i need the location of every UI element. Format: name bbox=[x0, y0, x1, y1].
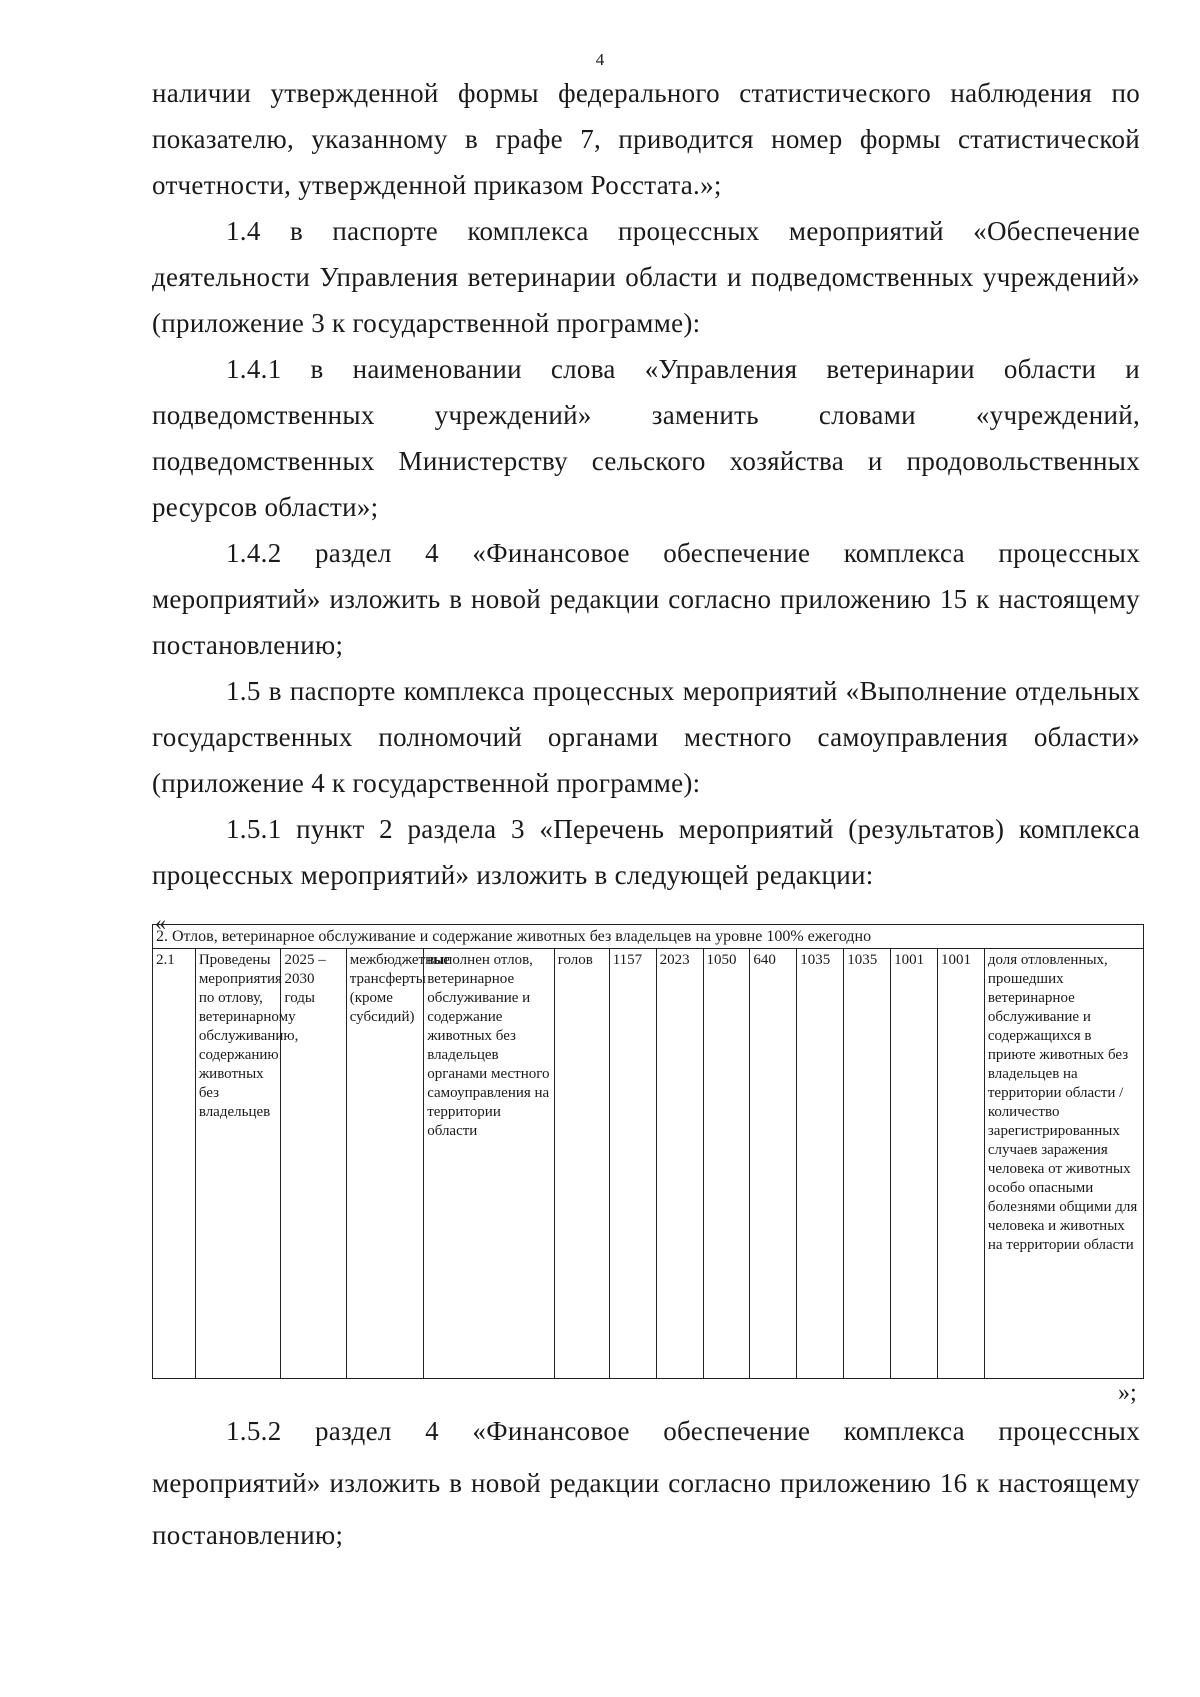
quote-open-mark: « bbox=[155, 910, 166, 935]
paragraph-1-4-1: 1.4.1 в наименовании слова «Управления ветеринарии области и подведомственных учреждений» заменить словами «учреждений, подведомственных Министерству сельского хозяйства и продовольственных ресурсов области»; bbox=[152, 354, 1140, 522]
paragraph-1-4-2: 1.4.2 раздел 4 «Финансовое обеспечение комплекса процессных мероприятий» изложить в новой редакции согласно приложению 15 к настоящему постановлению; bbox=[152, 538, 1140, 660]
measures-table bbox=[152, 924, 1144, 1379]
paragraph-1-5-2: 1.5.2 раздел 4 «Финансовое обеспечение комплекса процессных мероприятий» изложить в новой редакции согласно приложению 16 к настоящему постановлению; bbox=[152, 1416, 1140, 1550]
table-row bbox=[153, 949, 1144, 1379]
cell-value: 1035 bbox=[844, 949, 891, 1379]
quote-close-mark: »; bbox=[1118, 1380, 1137, 1406]
page-number: 4 bbox=[595, 50, 605, 69]
cell-value: 1157 bbox=[609, 949, 656, 1379]
paragraph-1-5-1: 1.5.1 пункт 2 раздела 3 «Перечень мероприятий (результатов) комплекса процессных мероприятий» изложить в следующей редакции: bbox=[152, 814, 1140, 890]
cell-number: 2.1 bbox=[153, 949, 196, 1379]
paragraph-1-4: 1.4 в паспорте комплекса процессных мероприятий «Обеспечение деятельности Управления ветеринарии области и подведомственных учреждений» (приложение 3 к государственной программе): bbox=[152, 216, 1140, 338]
group-title-cell: 2. Отлов, ветеринарное обслуживание и содержание животных без владельцев на уровне 100% ежегодно bbox=[153, 925, 1144, 949]
cell-value: 2023 bbox=[656, 949, 703, 1379]
document-body bbox=[152, 70, 1140, 898]
paragraph-continuation: наличии утвержденной формы федерального статистического наблюдения по показателю, указанному в графе 7, приводится номер формы статистической отчетности, утвержденной приказом Росстата.»; bbox=[152, 78, 1140, 200]
cell-value: 1001 bbox=[891, 949, 938, 1379]
paragraph-1-5: 1.5 в паспорте комплекса процессных мероприятий «Выполнение отдельных государственных полномочий органами местного самоуправления области» (приложение 4 к государственной программе): bbox=[152, 676, 1140, 798]
cell-unit: голов bbox=[554, 949, 609, 1379]
cell-description: выполнен отлов, ветеринарное обслуживание и содержание животных без владельцев органами местного самоуправления на территории области bbox=[424, 949, 555, 1379]
table-group-row bbox=[153, 925, 1144, 949]
cell-period: 2025 – 2030 годы bbox=[281, 949, 346, 1379]
cell-type: межбюджетные трансферты (кроме субсидий) bbox=[346, 949, 423, 1379]
cell-value: 1035 bbox=[797, 949, 844, 1379]
cell-indicator: доля отловленных, прошедших ветеринарное обслуживание и содержащихся в приюте животных без владельцев на территории области / количество зарегистрированных случаев заражения человека от животных особо опасными болезнями общими для человека и животных на территории области bbox=[984, 949, 1143, 1379]
document-body-tail bbox=[152, 1405, 1140, 1561]
cell-value: 1050 bbox=[703, 949, 750, 1379]
cell-value: 1001 bbox=[937, 949, 984, 1379]
cell-measure-name: Проведены мероприятия по отлову, ветеринарному обслуживанию, содержанию животных без владельцев bbox=[195, 949, 281, 1379]
cell-value: 640 bbox=[750, 949, 797, 1379]
